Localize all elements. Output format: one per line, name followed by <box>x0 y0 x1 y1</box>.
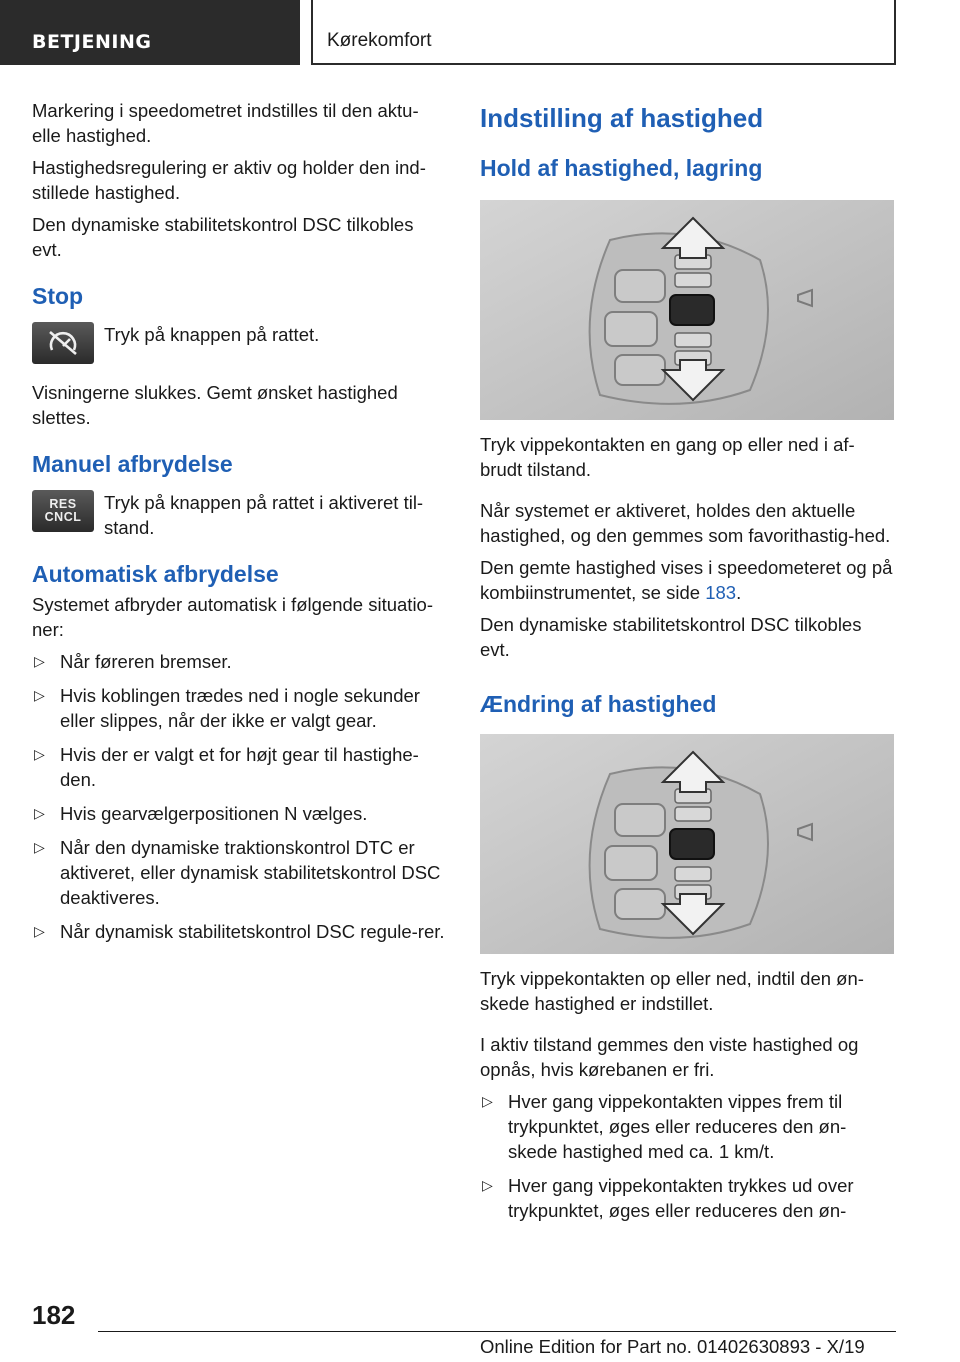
stop-instruction <box>32 322 446 364</box>
res-label: RES <box>49 497 77 511</box>
heading-manual: Manuel afbrydelse <box>32 451 233 477</box>
bullet-icon: ▷ <box>34 923 45 939</box>
paragraph: Når systemet er aktiveret, holdes den aktuelle hastighed, og den gemmes som favorithastig-hed. <box>480 500 891 546</box>
list-item: ▷ Hvis der er valgt et for højt gear til hastighe-den. <box>34 744 419 790</box>
paragraph: Visningerne slukkes. Gemt ønsket hastighed slettes. <box>32 382 398 428</box>
change-bullet-list <box>480 1089 894 1223</box>
section-tab: BETJENING <box>0 0 300 65</box>
list-item: ▷ Når føreren bremser. <box>34 651 232 672</box>
steering-wheel-rocker-switch-icon <box>480 734 894 954</box>
steering-wheel-rocker-switch-icon <box>480 200 894 420</box>
footer-divider <box>98 1331 896 1332</box>
page-number: 182 <box>32 1300 76 1330</box>
list-item: ▷ Hver gang vippekontakten vippes frem til trykpunktet, øges eller reduceres den øn-skede hastighed med ca. 1 km/t. <box>482 1091 847 1162</box>
auto-bullet-list <box>32 649 446 944</box>
list-item: ▷ Hver gang vippekontakten trykkes ud over trykpunktet, øges eller reduceres den øn- <box>482 1175 854 1221</box>
list-item: ▷ Hvis gearvælgerpositionen N vælges. <box>34 803 368 824</box>
list-item: ▷ Når dynamisk stabilitetskontrol DSC regule-rer. <box>34 921 445 942</box>
bullet-icon: ▷ <box>34 839 45 855</box>
edition-label: Online Edition for Part no. 01402630893 - X/19 <box>480 1336 865 1357</box>
paragraph: Den dynamiske stabilitetskontrol DSC tilkobles evt. <box>32 214 414 260</box>
manual-instruction <box>32 490 446 540</box>
heading-hold: Hold af hastighed, lagring <box>480 155 763 181</box>
stop-text: Tryk på knappen på rattet. <box>104 324 320 345</box>
paragraph: Systemet afbryder automatisk i følgende situatio-ner: <box>32 594 434 640</box>
heading-change: Ændring af hastighed <box>480 691 717 717</box>
bullet-icon: ▷ <box>34 805 45 821</box>
bullet-icon: ▷ <box>34 653 45 669</box>
bullet-icon: ▷ <box>482 1093 493 1109</box>
heading-auto: Automatisk afbrydelse <box>32 561 279 587</box>
bullet-icon: ▷ <box>34 687 45 703</box>
list-item: ▷ Når den dynamiske traktionskontrol DTC er aktiveret, eller dynamisk stabilitetskontrol DSC deaktiveres. <box>34 837 441 908</box>
paragraph: Tryk vippekontakten en gang op eller ned i af-brudt tilstand. <box>480 434 855 480</box>
cruise-off-icon <box>32 322 94 364</box>
chapter-title: Kørekomfort <box>311 0 896 65</box>
paragraph: Hastighedsregulering er aktiv og holder den ind-stillede hastighed. <box>32 157 426 203</box>
paragraph: Den gemte hastighed vises i speedometeret og på kombiinstrumentet, se side 183. <box>480 557 893 603</box>
bullet-icon: ▷ <box>34 746 45 762</box>
heading-stop: Stop <box>32 283 84 309</box>
paragraph: Den dynamiske stabilitetskontrol DSC tilkobles evt. <box>480 614 862 660</box>
paragraph: Tryk vippekontakten op eller ned, indtil den øn-skede hastighed er indstillet. <box>480 968 864 1014</box>
res-cncl-icon <box>32 490 94 532</box>
left-column <box>32 98 446 953</box>
right-column <box>480 98 894 1232</box>
paragraph: Markering i speedometret indstilles til den aktu-elle hastighed. <box>32 100 419 146</box>
page-link-183[interactable]: 183 <box>705 582 737 603</box>
paragraph: I aktiv tilstand gemmes den viste hastighed og opnås, hvis kørebanen er fri. <box>480 1034 859 1080</box>
bullet-icon: ▷ <box>482 1177 493 1193</box>
manual-text: Tryk på knappen på rattet i aktiveret til-stand. <box>104 492 424 538</box>
cncl-label: CNCL <box>44 510 82 524</box>
list-item: ▷ Hvis koblingen trædes ned i nogle sekunder eller slippes, når der ikke er valgt gear. <box>34 685 420 731</box>
heading-main: Indstilling af hastighed <box>480 103 764 133</box>
